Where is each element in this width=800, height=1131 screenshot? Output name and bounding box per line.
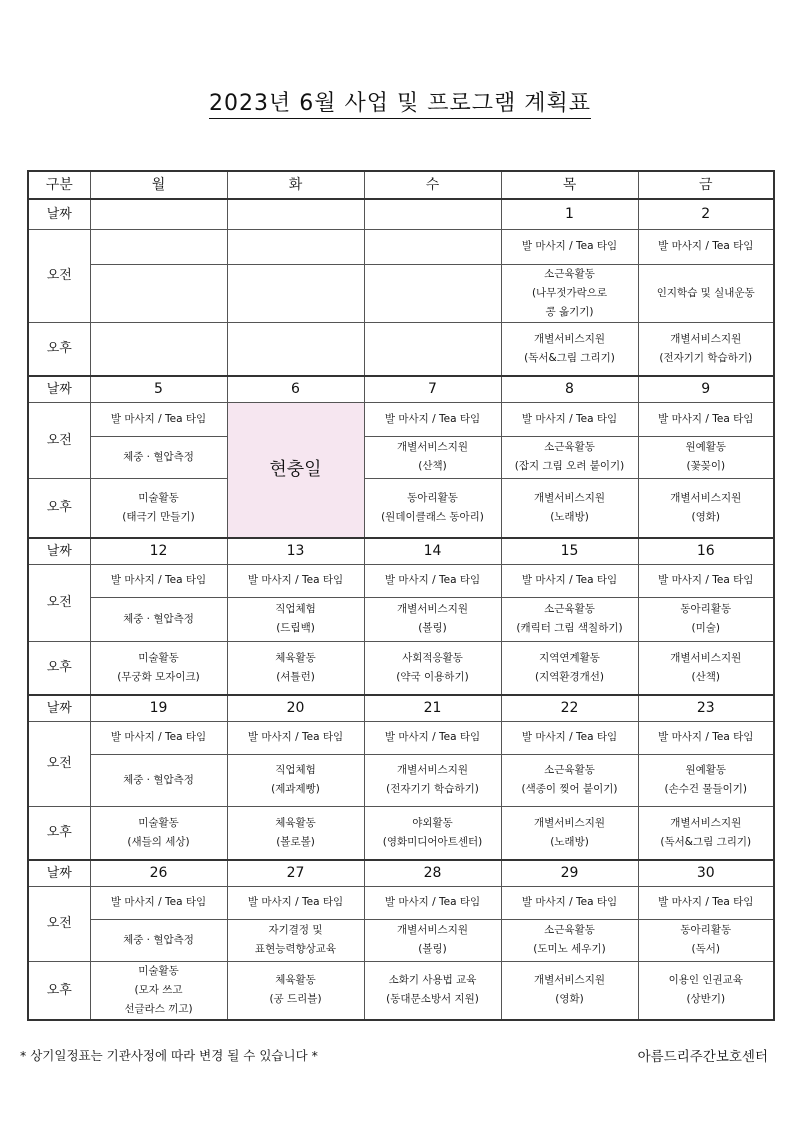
date-cell: 28 [364, 860, 501, 886]
program-cell: 체육활동 (셔틀런) [227, 641, 364, 695]
header-day-thu: 목 [501, 171, 638, 199]
pm-label: 오후 [28, 961, 90, 1020]
date-cell: 16 [638, 538, 774, 564]
program-cell: 발 마사지 / Tea 타임 [501, 402, 638, 436]
date-cell: 7 [364, 376, 501, 402]
program-cell: 발 마사지 / Tea 타임 [501, 229, 638, 264]
program-cell: 인지학습 및 실내운동 [638, 264, 774, 322]
program-cell [227, 229, 364, 264]
date-cell: 13 [227, 538, 364, 564]
program-cell: 개별서비스지원 (노래방) [501, 806, 638, 860]
program-cell [90, 264, 227, 322]
date-cell: 26 [90, 860, 227, 886]
program-cell: 직업체험 (드립백) [227, 597, 364, 641]
am-label: 오전 [28, 721, 90, 806]
program-cell: 개별서비스지원 (전자기기 학습하기) [364, 754, 501, 806]
program-cell: 직업체험 (제과제빵) [227, 754, 364, 806]
program-cell: 체중 · 혈압측정 [90, 919, 227, 961]
am-row-1 [28, 886, 774, 919]
date-cell: 29 [501, 860, 638, 886]
date-cell: 2 [638, 199, 774, 229]
date-label: 날짜 [28, 860, 90, 886]
program-cell: 체육활동 (볼로볼) [227, 806, 364, 860]
program-cell: 사회적응활동 (약국 이용하기) [364, 641, 501, 695]
am-label: 오전 [28, 229, 90, 322]
footer-note: * 상기일정표는 기관사정에 따라 변경 될 수 있습니다 * [20, 1048, 318, 1063]
program-cell: 개별서비스지원 (볼링) [364, 919, 501, 961]
program-cell: 개별서비스지원 (영화) [501, 961, 638, 1020]
date-label: 날짜 [28, 695, 90, 721]
program-cell: 미술활동 (무궁화 모자이크) [90, 641, 227, 695]
am-label: 오전 [28, 402, 90, 478]
program-cell: 발 마사지 / Tea 타임 [638, 229, 774, 264]
program-cell: 발 마사지 / Tea 타임 [501, 721, 638, 754]
program-cell: 체중 · 혈압측정 [90, 597, 227, 641]
program-cell: 소근육활동 (도미노 세우기) [501, 919, 638, 961]
footer-center-name: 아름드리주간보호센터 [637, 1049, 768, 1065]
header-label: 구분 [28, 171, 90, 199]
date-row [28, 695, 774, 721]
program-cell: 원예활동 (손수건 물들이기) [638, 754, 774, 806]
program-cell: 발 마사지 / Tea 타임 [638, 721, 774, 754]
date-cell: 15 [501, 538, 638, 564]
program-cell: 발 마사지 / Tea 타임 [90, 402, 227, 436]
program-cell: 발 마사지 / Tea 타임 [227, 721, 364, 754]
date-label: 날짜 [28, 538, 90, 564]
date-cell: 27 [227, 860, 364, 886]
date-cell: 21 [364, 695, 501, 721]
date-cell: 23 [638, 695, 774, 721]
pm-label: 오후 [28, 641, 90, 695]
program-cell: 발 마사지 / Tea 타임 [364, 564, 501, 597]
header-row [28, 171, 774, 199]
date-cell: 22 [501, 695, 638, 721]
holiday-cell: 현충일 [227, 402, 364, 538]
am-row-2 [28, 597, 774, 641]
program-cell: 발 마사지 / Tea 타임 [227, 886, 364, 919]
date-cell: 30 [638, 860, 774, 886]
program-cell: 발 마사지 / Tea 타임 [90, 564, 227, 597]
am-row-1 [28, 564, 774, 597]
date-row [28, 860, 774, 886]
program-cell: 소화기 사용법 교육 (동대문소방서 지원) [364, 961, 501, 1020]
program-cell: 소근육활동 (색종이 찢어 붙이기) [501, 754, 638, 806]
program-cell: 동아리활동 (원데이클래스 동아리) [364, 478, 501, 538]
program-cell: 발 마사지 / Tea 타임 [638, 564, 774, 597]
pm-label: 오후 [28, 322, 90, 376]
program-cell: 소근육활동 (나무젓가락으로 콩 옮기기) [501, 264, 638, 322]
program-cell: 동아리활동 (독서) [638, 919, 774, 961]
program-cell [364, 322, 501, 376]
program-cell: 이용인 인권교육 (상반기) [638, 961, 774, 1020]
program-cell: 야외활동 (영화미디어아트센터) [364, 806, 501, 860]
program-cell: 개별서비스지원 (영화) [638, 478, 774, 538]
pm-row [28, 641, 774, 695]
am-row-2 [28, 436, 774, 478]
program-cell: 미술활동 (모자 쓰고 선글라스 끼고) [90, 961, 227, 1020]
program-cell: 체중 · 혈압측정 [90, 754, 227, 806]
program-cell: 동아리활동 (미술) [638, 597, 774, 641]
program-cell: 발 마사지 / Tea 타임 [227, 564, 364, 597]
program-cell [364, 229, 501, 264]
program-cell: 개별서비스지원 (독서&그림 그리기) [638, 806, 774, 860]
header-day-mon: 월 [90, 171, 227, 199]
program-cell: 자기결정 및 표현능력향상교육 [227, 919, 364, 961]
am-row-2 [28, 264, 774, 322]
program-cell: 체중 · 혈압측정 [90, 436, 227, 478]
am-label: 오전 [28, 886, 90, 961]
program-cell: 지역연계활동 (지역환경개선) [501, 641, 638, 695]
schedule-table [27, 170, 775, 1021]
date-row [28, 376, 774, 402]
pm-row [28, 806, 774, 860]
date-cell: 8 [501, 376, 638, 402]
am-row-2 [28, 754, 774, 806]
program-cell: 소근육활동 (잡지 그림 오려 붙이기) [501, 436, 638, 478]
program-cell [90, 322, 227, 376]
program-cell [227, 264, 364, 322]
date-cell [90, 199, 227, 229]
program-cell: 개별서비스지원 (볼링) [364, 597, 501, 641]
am-row-2 [28, 919, 774, 961]
program-cell: 개별서비스지원 (전자기기 학습하기) [638, 322, 774, 376]
date-cell: 5 [90, 376, 227, 402]
date-cell: 20 [227, 695, 364, 721]
program-cell [364, 264, 501, 322]
program-cell: 원예활동 (꽃꽂이) [638, 436, 774, 478]
header-day-wed: 수 [364, 171, 501, 199]
program-cell: 발 마사지 / Tea 타임 [90, 886, 227, 919]
page-title-text: 2023년 6월 사업 및 프로그램 계획표 [209, 91, 591, 119]
date-label: 날짜 [28, 376, 90, 402]
header-day-tue: 화 [227, 171, 364, 199]
am-row-1 [28, 721, 774, 754]
date-cell: 14 [364, 538, 501, 564]
date-cell [364, 199, 501, 229]
program-cell: 발 마사지 / Tea 타임 [364, 402, 501, 436]
program-cell: 체육활동 (공 드리블) [227, 961, 364, 1020]
am-row-1 [28, 402, 774, 436]
program-cell: 미술활동 (새들의 세상) [90, 806, 227, 860]
program-cell: 소근육활동 (캐릭터 그림 색칠하기) [501, 597, 638, 641]
am-row-1 [28, 229, 774, 264]
program-cell: 발 마사지 / Tea 타임 [638, 886, 774, 919]
pm-row [28, 961, 774, 1020]
program-cell: 발 마사지 / Tea 타임 [638, 402, 774, 436]
header-day-fri: 금 [638, 171, 774, 199]
date-cell: 6 [227, 376, 364, 402]
program-cell: 발 마사지 / Tea 타임 [364, 721, 501, 754]
am-label: 오전 [28, 564, 90, 641]
date-row [28, 538, 774, 564]
program-cell: 개별서비스지원 (독서&그림 그리기) [501, 322, 638, 376]
date-cell: 12 [90, 538, 227, 564]
pm-label: 오후 [28, 478, 90, 538]
program-cell [90, 229, 227, 264]
program-cell: 미술활동 (태극기 만들기) [90, 478, 227, 538]
date-cell: 19 [90, 695, 227, 721]
page-title [0, 86, 800, 117]
program-cell: 발 마사지 / Tea 타임 [501, 564, 638, 597]
date-cell: 1 [501, 199, 638, 229]
program-cell [227, 322, 364, 376]
program-cell: 발 마사지 / Tea 타임 [90, 721, 227, 754]
program-cell: 개별서비스지원 (노래방) [501, 478, 638, 538]
program-cell: 발 마사지 / Tea 타임 [364, 886, 501, 919]
pm-row [28, 478, 774, 538]
program-cell: 개별서비스지원 (산책) [364, 436, 501, 478]
date-cell: 9 [638, 376, 774, 402]
program-cell: 발 마사지 / Tea 타임 [501, 886, 638, 919]
date-label: 날짜 [28, 199, 90, 229]
date-row [28, 199, 774, 229]
date-cell [227, 199, 364, 229]
pm-label: 오후 [28, 806, 90, 860]
program-cell: 개별서비스지원 (산책) [638, 641, 774, 695]
pm-row [28, 322, 774, 376]
